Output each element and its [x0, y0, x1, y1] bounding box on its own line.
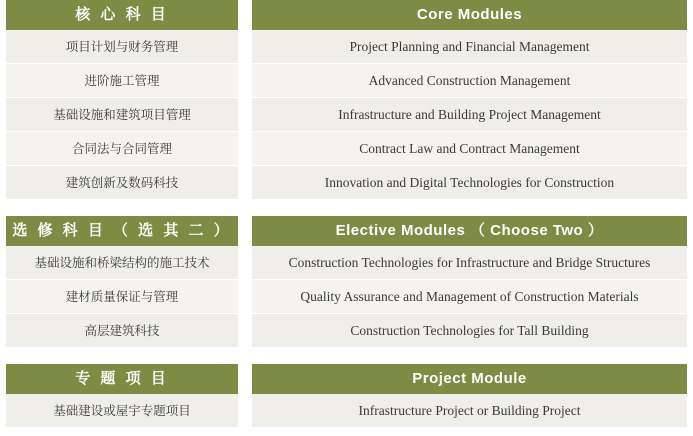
project-module-header-cn: 专 题 项 目 [6, 364, 238, 394]
project-module-chinese-column [6, 364, 238, 428]
table-row: 合同法与合同管理 [6, 132, 238, 166]
section-project-module [0, 364, 693, 428]
table-row: 建材质量保证与管理 [6, 280, 238, 314]
table-row: Construction Technologies for Infrastructure and Bridge Structures [252, 246, 687, 280]
table-row: Advanced Construction Management [252, 64, 687, 98]
table-row: 基础设施和桥梁结构的施工技术 [6, 246, 238, 280]
table-row: 基础设施和建筑项目管理 [6, 98, 238, 132]
elective-modules-header-cn: 选 修 科 目 （ 选 其 二 ） [6, 216, 238, 246]
table-row: 建筑创新及数码科技 [6, 166, 238, 200]
table-row: Quality Assurance and Management of Construction Materials [252, 280, 687, 314]
elective-modules-header-en: Elective Modules （ Choose Two ） [252, 216, 687, 246]
elective-modules-chinese-column [6, 216, 238, 348]
core-modules-header-cn: 核 心 科 目 [6, 0, 238, 30]
table-row: Contract Law and Contract Management [252, 132, 687, 166]
section-core-modules [0, 0, 693, 200]
table-row: 项目计划与财务管理 [6, 30, 238, 64]
table-row: 进阶施工管理 [6, 64, 238, 98]
project-module-english-column [252, 364, 687, 428]
section-elective-modules [0, 216, 693, 348]
table-row: Project Planning and Financial Management [252, 30, 687, 64]
table-row: 高层建筑科技 [6, 314, 238, 348]
table-row: Infrastructure Project or Building Project [252, 394, 687, 428]
table-row: 基础建设或屋宇专题项目 [6, 394, 238, 428]
table-row: Infrastructure and Building Project Management [252, 98, 687, 132]
section-divider [0, 200, 693, 216]
table-row: Construction Technologies for Tall Building [252, 314, 687, 348]
project-module-header-en: Project Module [252, 364, 687, 394]
core-modules-english-column [252, 0, 687, 200]
core-modules-chinese-column [6, 0, 238, 200]
table-row: Innovation and Digital Technologies for Construction [252, 166, 687, 200]
section-divider [0, 348, 693, 364]
elective-modules-english-column [252, 216, 687, 348]
core-modules-header-en: Core Modules [252, 0, 687, 30]
